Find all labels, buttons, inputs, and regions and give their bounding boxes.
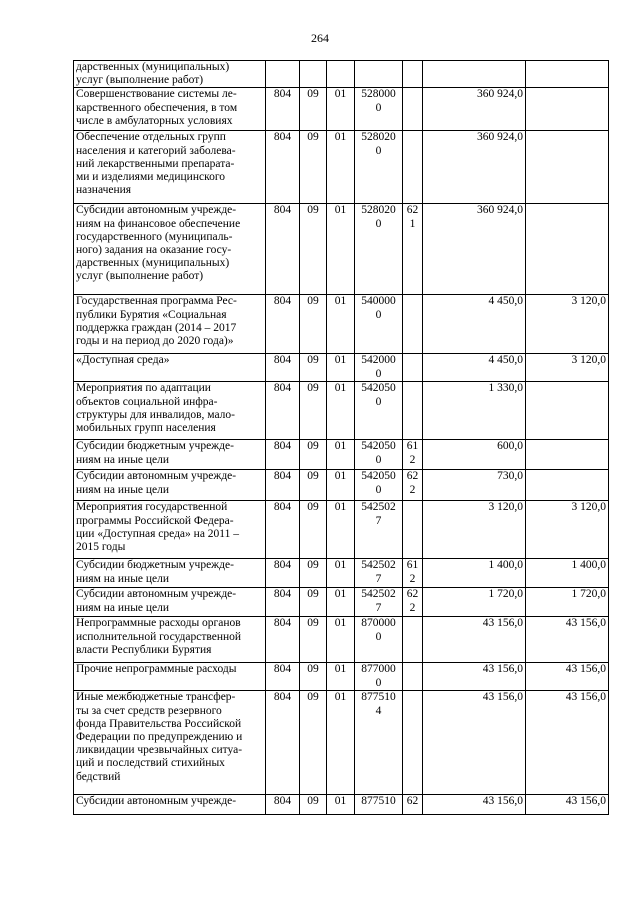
section-code-cell: 09 <box>300 470 327 501</box>
expense-type-cell <box>403 691 423 795</box>
expense-type-cell <box>403 663 423 691</box>
row-name-cell: Субсидии автономным учрежде- <box>74 795 266 815</box>
section-code-cell: 09 <box>300 88 327 131</box>
amount-cell <box>423 61 526 88</box>
federal-amount-cell <box>526 61 609 88</box>
federal-amount-cell: 43 156,0 <box>526 663 609 691</box>
subsection-code-cell: 01 <box>327 617 355 663</box>
subsection-code-cell: 01 <box>327 559 355 588</box>
federal-amount-cell: 43 156,0 <box>526 795 609 815</box>
subsection-code-cell: 01 <box>327 131 355 204</box>
amount-cell: 43 156,0 <box>423 663 526 691</box>
budget-table <box>73 60 609 815</box>
expense-type-cell <box>403 88 423 131</box>
table-row <box>74 61 609 88</box>
federal-amount-cell: 3 120,0 <box>526 354 609 382</box>
ved-code-cell: 804 <box>266 88 300 131</box>
subsection-code-cell: 01 <box>327 88 355 131</box>
section-code-cell: 09 <box>300 382 327 440</box>
table-row <box>74 204 609 295</box>
federal-amount-cell: 43 156,0 <box>526 617 609 663</box>
expense-type-cell <box>403 61 423 88</box>
target-article-cell: 877000 0 <box>355 663 403 691</box>
federal-amount-cell <box>526 470 609 501</box>
ved-code-cell: 804 <box>266 295 300 354</box>
federal-amount-cell <box>526 204 609 295</box>
table-row <box>74 559 609 588</box>
target-article-cell <box>355 61 403 88</box>
section-code-cell: 09 <box>300 501 327 559</box>
section-code-cell: 09 <box>300 440 327 470</box>
ved-code-cell: 804 <box>266 354 300 382</box>
ved-code-cell: 804 <box>266 795 300 815</box>
target-article-cell: 542050 0 <box>355 470 403 501</box>
expense-type-cell <box>403 295 423 354</box>
page-number: 264 <box>311 31 329 45</box>
section-code-cell: 09 <box>300 691 327 795</box>
section-code-cell: 09 <box>300 131 327 204</box>
row-name-cell: Обеспечение отдельных групп населения и категорий заболева- ний лекарственными препарата- ми и изделиями медицинского назначения <box>74 131 266 204</box>
expense-type-cell <box>403 617 423 663</box>
expense-type-cell: 61 2 <box>403 440 423 470</box>
target-article-cell: 528000 0 <box>355 88 403 131</box>
subsection-code-cell: 01 <box>327 795 355 815</box>
subsection-code-cell: 01 <box>327 691 355 795</box>
row-name-cell: Субсидии автономным учрежде- ниям на иные цели <box>74 588 266 617</box>
ved-code-cell <box>266 61 300 88</box>
section-code-cell: 09 <box>300 795 327 815</box>
section-code-cell <box>300 61 327 88</box>
table-row <box>74 691 609 795</box>
section-code-cell: 09 <box>300 354 327 382</box>
budget-table-body <box>74 61 609 815</box>
row-name-cell: Субсидии автономным учрежде- ниям на иные цели <box>74 470 266 501</box>
table-row <box>74 617 609 663</box>
table-row <box>74 440 609 470</box>
amount-cell: 600,0 <box>423 440 526 470</box>
amount-cell: 43 156,0 <box>423 691 526 795</box>
ved-code-cell: 804 <box>266 617 300 663</box>
table-row <box>74 382 609 440</box>
table-row <box>74 354 609 382</box>
subsection-code-cell: 01 <box>327 295 355 354</box>
expense-type-cell: 62 1 <box>403 204 423 295</box>
federal-amount-cell <box>526 440 609 470</box>
subsection-code-cell: 01 <box>327 501 355 559</box>
ved-code-cell: 804 <box>266 663 300 691</box>
expense-type-cell <box>403 131 423 204</box>
target-article-cell: 870000 0 <box>355 617 403 663</box>
table-row <box>74 131 609 204</box>
expense-type-cell: 62 2 <box>403 470 423 501</box>
target-article-cell: 540000 0 <box>355 295 403 354</box>
amount-cell: 4 450,0 <box>423 295 526 354</box>
ved-code-cell: 804 <box>266 440 300 470</box>
target-article-cell: 542502 7 <box>355 501 403 559</box>
ved-code-cell: 804 <box>266 131 300 204</box>
amount-cell: 4 450,0 <box>423 354 526 382</box>
target-article-cell: 877510 <box>355 795 403 815</box>
row-name-cell: Мероприятия государственной программы Российской Федера- ции «Доступная среда» на 2011 – 2015 годы <box>74 501 266 559</box>
subsection-code-cell <box>327 61 355 88</box>
ved-code-cell: 804 <box>266 588 300 617</box>
section-code-cell: 09 <box>300 559 327 588</box>
section-code-cell: 09 <box>300 204 327 295</box>
amount-cell: 3 120,0 <box>423 501 526 559</box>
target-article-cell: 542502 7 <box>355 559 403 588</box>
subsection-code-cell: 01 <box>327 204 355 295</box>
expense-type-cell: 61 2 <box>403 559 423 588</box>
subsection-code-cell: 01 <box>327 354 355 382</box>
target-article-cell: 542502 7 <box>355 588 403 617</box>
subsection-code-cell: 01 <box>327 588 355 617</box>
table-row <box>74 795 609 815</box>
row-name-cell: Мероприятия по адаптации объектов социальной инфра- структуры для инвалидов, мало- мобильных групп населения <box>74 382 266 440</box>
row-name-cell: дарственных (муниципальных) услуг (выполнение работ) <box>74 61 266 88</box>
row-name-cell: Непрограммные расходы органов исполнительной государственной власти Республики Бурятия <box>74 617 266 663</box>
expense-type-cell <box>403 501 423 559</box>
section-code-cell: 09 <box>300 295 327 354</box>
expense-type-cell <box>403 354 423 382</box>
table-row <box>74 295 609 354</box>
subsection-code-cell: 01 <box>327 440 355 470</box>
federal-amount-cell <box>526 88 609 131</box>
ved-code-cell: 804 <box>266 382 300 440</box>
ved-code-cell: 804 <box>266 559 300 588</box>
expense-type-cell: 62 2 <box>403 588 423 617</box>
amount-cell: 43 156,0 <box>423 795 526 815</box>
ved-code-cell: 804 <box>266 501 300 559</box>
subsection-code-cell: 01 <box>327 470 355 501</box>
target-article-cell: 877510 4 <box>355 691 403 795</box>
federal-amount-cell <box>526 382 609 440</box>
row-name-cell: Государственная программа Рес- публики Бурятия «Социальная поддержка граждан (2014 – 2017 годы и на период до 2020 года)» <box>74 295 266 354</box>
row-name-cell: Субсидии бюджетным учрежде- ниям на иные цели <box>74 559 266 588</box>
federal-amount-cell: 3 120,0 <box>526 501 609 559</box>
federal-amount-cell: 1 720,0 <box>526 588 609 617</box>
table-row <box>74 588 609 617</box>
amount-cell: 360 924,0 <box>423 88 526 131</box>
row-name-cell: Субсидии бюджетным учрежде- ниям на иные цели <box>74 440 266 470</box>
amount-cell: 1 400,0 <box>423 559 526 588</box>
table-row <box>74 470 609 501</box>
amount-cell: 43 156,0 <box>423 617 526 663</box>
table-row <box>74 88 609 131</box>
section-code-cell: 09 <box>300 663 327 691</box>
federal-amount-cell <box>526 131 609 204</box>
target-article-cell: 542000 0 <box>355 354 403 382</box>
row-name-cell: Субсидии автономным учрежде- ниям на финансовое обеспечение государственного (муниципаль- ного) задания на оказание госу- дарственных (муниципальных) услуг (выполнение работ) <box>74 204 266 295</box>
table-row <box>74 501 609 559</box>
expense-type-cell <box>403 382 423 440</box>
table-row <box>74 663 609 691</box>
row-name-cell: «Доступная среда» <box>74 354 266 382</box>
federal-amount-cell: 43 156,0 <box>526 691 609 795</box>
row-name-cell: Прочие непрограммные расходы <box>74 663 266 691</box>
row-name-cell: Совершенствование системы ле- карственного обеспечения, в том числе в амбулаторных условиях <box>74 88 266 131</box>
target-article-cell: 528020 0 <box>355 204 403 295</box>
amount-cell: 1 720,0 <box>423 588 526 617</box>
subsection-code-cell: 01 <box>327 382 355 440</box>
amount-cell: 360 924,0 <box>423 131 526 204</box>
expense-type-cell: 62 <box>403 795 423 815</box>
ved-code-cell: 804 <box>266 470 300 501</box>
ved-code-cell: 804 <box>266 691 300 795</box>
target-article-cell: 528020 0 <box>355 131 403 204</box>
federal-amount-cell: 1 400,0 <box>526 559 609 588</box>
target-article-cell: 542050 0 <box>355 440 403 470</box>
federal-amount-cell: 3 120,0 <box>526 295 609 354</box>
amount-cell: 1 330,0 <box>423 382 526 440</box>
subsection-code-cell: 01 <box>327 663 355 691</box>
row-name-cell: Иные межбюджетные трансфер- ты за счет средств резервного фонда Правительства Российской Федерации по предупреждению и ликвидации чрезвычайных ситуа- ций и последствий стихийных бедствий <box>74 691 266 795</box>
amount-cell: 730,0 <box>423 470 526 501</box>
section-code-cell: 09 <box>300 588 327 617</box>
ved-code-cell: 804 <box>266 204 300 295</box>
target-article-cell: 542050 0 <box>355 382 403 440</box>
section-code-cell: 09 <box>300 617 327 663</box>
amount-cell: 360 924,0 <box>423 204 526 295</box>
